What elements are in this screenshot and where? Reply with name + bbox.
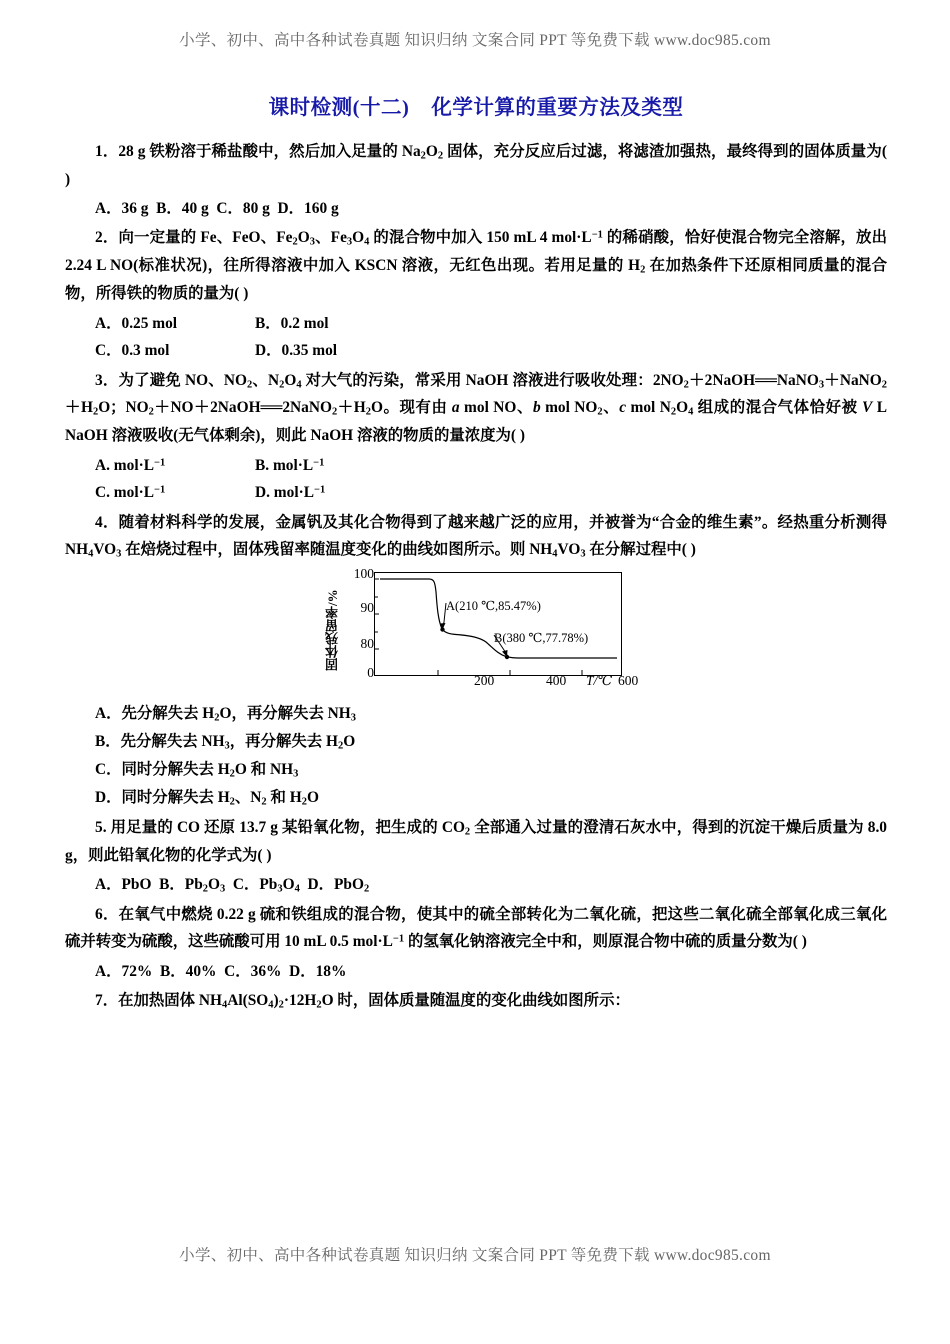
- question-3-option-a: A. $mol\cdot L^{-1}$: [95, 456, 166, 474]
- chart-y-tick-0: 0: [367, 664, 374, 680]
- question-4-stem: 4．随着材料科学的发展，金属钒及其化合物得到了越来越广泛的应用，并被誉为“合金的维生素”。经热重分析测得 $NH_4VO_3$ 在焙烧过程中，固体残留率随温度变化的曲线如图所示。则 $NH_4VO_3$ 在分解过程中( ): [65, 513, 887, 560]
- chart-y-tick-90: 90: [360, 599, 374, 615]
- question-1-stem: 1．28 g 铁粉溶于稀盐酸中，然后加入足量的 $Na_2O_2$ 固体，充分反应后过滤，将滤渣加强热，最终得到的固体质量为( ): [65, 142, 887, 188]
- page-title-prefix: 课时检测(十二): [268, 97, 410, 119]
- chart-x-tick-600: 600: [618, 672, 639, 688]
- chart-frame: [375, 572, 622, 675]
- question-4-option-d: D．同时分解失去 $H_2$、$N_2$ 和 $H_2O$: [95, 788, 319, 808]
- chart-plot-area: [374, 572, 626, 682]
- question-5-stem: 5. 用足量的 CO 还原 13.7 g 某铅氧化物，把生成的 $CO_2$ 全部通入过量的澄清石灰水中，得到的沉淀干燥后质量为 8.0 g，则此铅氧化物的化学式为( ): [65, 818, 888, 864]
- question-2-stem: 2．向一定量的 Fe、FeO、$Fe_2O_3$、$Fe_3O_4$ 的混合物中加入 150 mL 4 $mol\cdot L^{-1}$ 的稀硝酸，恰好使混合物完全溶解，放出 2.24 L NO(标准状况)，往所得溶液中加入 KSCN 溶液，无红色出现。若用足量的 $H_2$ 在加热条件下还原相同质量的混合物，所得铁的物质的量为( ): [65, 229, 887, 303]
- question-3-option-c: C. $mol\cdot L^{-1}$: [95, 484, 166, 502]
- page-title: [65, 95, 887, 122]
- document-content: [65, 95, 887, 1017]
- chart-x-tick-200: 200: [474, 672, 495, 688]
- footer-watermark: 小学、初中、高中各种试卷真题 知识归纳 文案合同 PPT 等免费下载 www.doc985.com: [179, 1247, 771, 1264]
- chart-annotation-a: A(210 ℃,85.47%): [446, 598, 541, 613]
- question-2-option-a: A．0.25 mol: [95, 314, 178, 332]
- chart-x-axis-label: T/℃: [586, 672, 613, 688]
- question-2-option-c: C．0.3 mol: [95, 342, 170, 360]
- question-4-option-c: C．同时分解失去 $H_2O$ 和 $NH_3$: [95, 760, 299, 780]
- question-5-options: A．PbO B．$Pb_2O_3$ C．$Pb_3O_4$ D．PbO$_2$: [95, 876, 370, 895]
- page-title-main: 化学计算的重要方法及类型: [431, 97, 684, 119]
- question-3-option-b: B. $mol\cdot L^{-1}$: [255, 456, 325, 474]
- header-watermark: 小学、初中、高中各种试卷真题 知识归纳 文案合同 PPT 等免费下载 www.doc985.com: [179, 32, 771, 49]
- question-4-option-b: B．先分解失去 $NH_3$，再分解失去 $H_2O$: [95, 732, 356, 752]
- question-2-option-d: D．0.35 mol: [255, 342, 338, 360]
- chart-y-axis-label: 固体残留率/%: [325, 589, 340, 671]
- chart-y-ticks: [340, 565, 374, 692]
- question-1-options: A．36 g B．40 g C．80 g D．160 g: [95, 199, 339, 217]
- thermogravimetric-chart: [325, 565, 639, 692]
- question-2-options: [65, 310, 887, 365]
- question-4-options: [65, 700, 887, 812]
- chart-x-tick-400: 400: [546, 672, 567, 688]
- question-4-figure: [65, 565, 887, 692]
- question-2-option-b: B．0.2 mol: [255, 314, 329, 332]
- chart-y-tick-100: 100: [353, 565, 374, 581]
- question-4-option-a: A．先分解失去 $H_2O$，再分解失去 $NH_3$: [95, 704, 356, 724]
- question-3-options: [65, 452, 887, 507]
- question-3-stem: 3．为了避免 NO、$NO_2$、$N_2O_4$ 对大气的污染，常采用 NaOH 溶液进行吸收处理：$2NO_2+2NaOH══NaNO_3+NaNO_2+H_2O$；$NO_2+NO+2NaOH══2NaNO_2+H_2O$。现有由 a mol NO、b mol $NO_2$、c mol $N_2O_4$ 组成的混合气体恰好被 V L NaOH 溶液吸收(无气体剩余)，则此 NaOH 溶液的物质的量浓度为( ): [65, 371, 887, 445]
- chart-annotation-b: B(380 ℃,77.78%): [494, 630, 589, 645]
- question-3-option-d: D. $mol\cdot L^{-1}$: [255, 484, 326, 502]
- chart-y-tick-80: 80: [360, 635, 374, 651]
- question-7-stem: 7．在加热固体 $NH_4Al(SO_4)_2\cdot 12H_2O$ 时，固体质量随温度的变化曲线如图所示：: [95, 992, 630, 1011]
- question-6-stem: 6．在氧气中燃烧 0.22 g 硫和铁组成的混合物，使其中的硫全部转化为二氧化硫，把这些二氧化硫全部氧化成三氧化硫并转变为硫酸，这些硫酸可用 10 mL 0.5 $mol\cdot L^{-1}$ 的氢氧化钠溶液完全中和，则原混合物中硫的质量分数为( ): [65, 905, 887, 951]
- question-6-options: A．72% B．40% C．36% D．18%: [95, 962, 347, 980]
